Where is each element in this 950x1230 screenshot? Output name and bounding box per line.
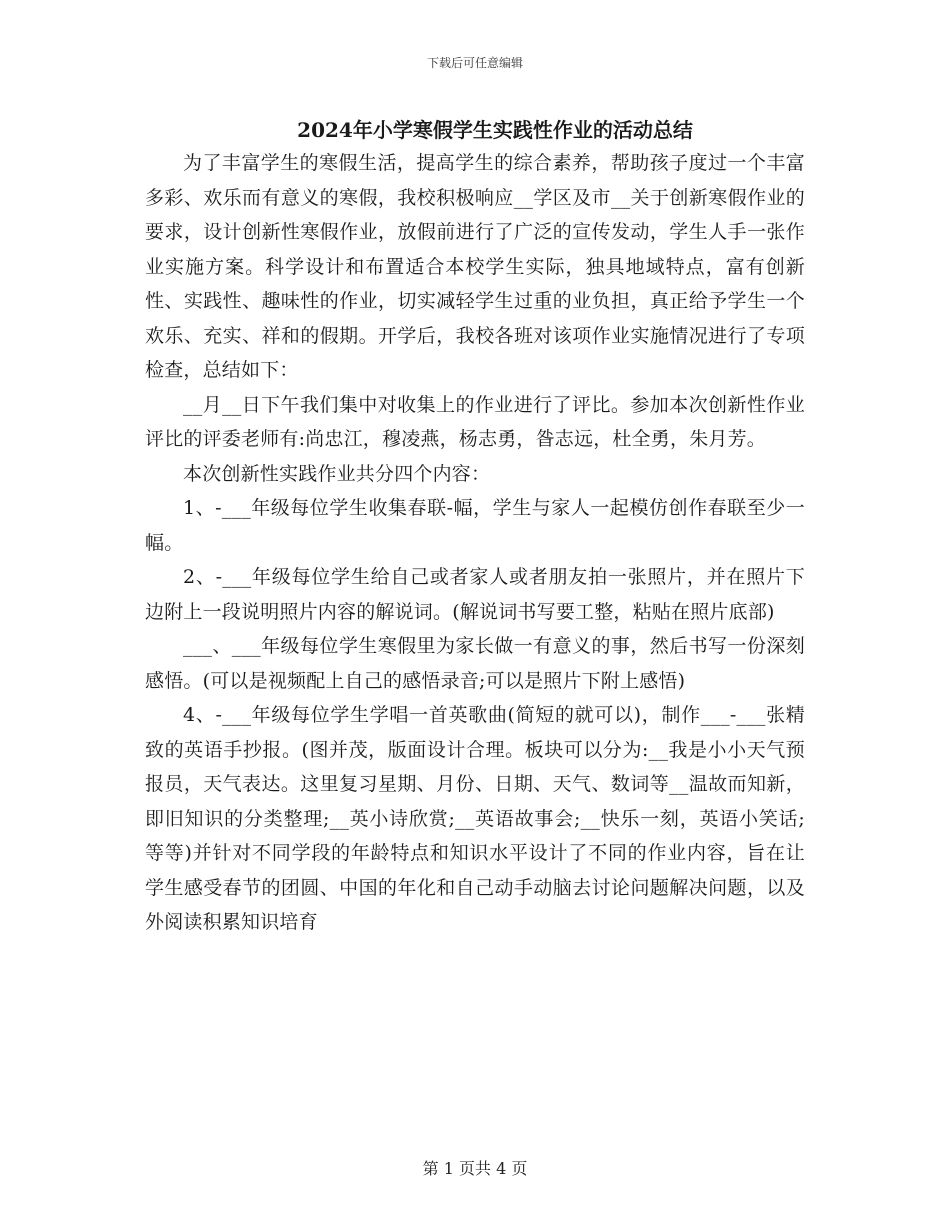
document-title: 2024年小学寒假学生实践性作业的活动总结: [297, 118, 693, 142]
paragraph-item-2: 2、-___年级每位学生给自己或者家人或者朋友拍一张照片，并在照片下边附上一段说明照片内容的解说词。(解说词书写要工整，粘贴在照片底部): [145, 566, 805, 623]
document-body: [145, 146, 805, 940]
header-note: 下载后可任意编辑: [426, 56, 523, 70]
paragraph-review: __月__日下午我们集中对收集上的作业进行了评比。参加本次创新性作业评比的评委老师有:尚忠江，穆凌燕，杨志勇，昝志远，杜全勇，朱月芳。: [145, 393, 805, 450]
paragraph-item-4: 4、-___年级每位学生学唱一首英歌曲(简短的就可以)，制作___-___张精致的英语手抄报。(图并茂，版面设计合理。板块可以分为:__我是小小天气预报员，天气表达。这里复习星期、月份、日期、天气、数词等__温故而知新，即旧知识的分类整理;__英小诗欣赏;__英语故事会;__快乐一刻，英语小笑话;等等)并针对不同学段的年龄特点和知识水平设计了不同的作业内容，旨在让学生感受春节的团圆、中国的年化和自己动手动脑去讨论问题解决问题，以及外阅读积累知识培育: [145, 704, 805, 933]
paragraph-item-1: 1、-___年级每位学生收集春联-幅，学生与家人一起模仿创作春联至少一幅。: [145, 497, 805, 554]
paragraph-intro: 为了丰富学生的寒假生活，提高学生的综合素养，帮助孩子度过一个丰富多彩、欢乐而有意义的寒假，我校积极响应__学区及市__关于创新寒假作业的要求，设计创新性寒假作业，放假前进行了广泛的宣传发动，学生人手一张作业实施方案。科学设计和布置适合本校学生实际，独具地域特点，富有创新性、实践性、趣味性的作业，切实减轻学生过重的业负担，真正给予学生一个欢乐、充实、祥和的假期。开学后，我校各班对该项作业实施情况进行了专项检查，总结如下：: [145, 152, 805, 381]
paragraph-item-3: ___、___年级每位学生寒假里为家长做一有意义的事，然后书写一份深刻感悟。(可以是视频配上自己的感悟录音;可以是照片下附上感悟): [145, 635, 805, 692]
paragraph-contents-intro: 本次创新性实践作业共分四个内容：: [183, 462, 491, 485]
page-number: 第 1 页共 4 页: [422, 1159, 528, 1178]
